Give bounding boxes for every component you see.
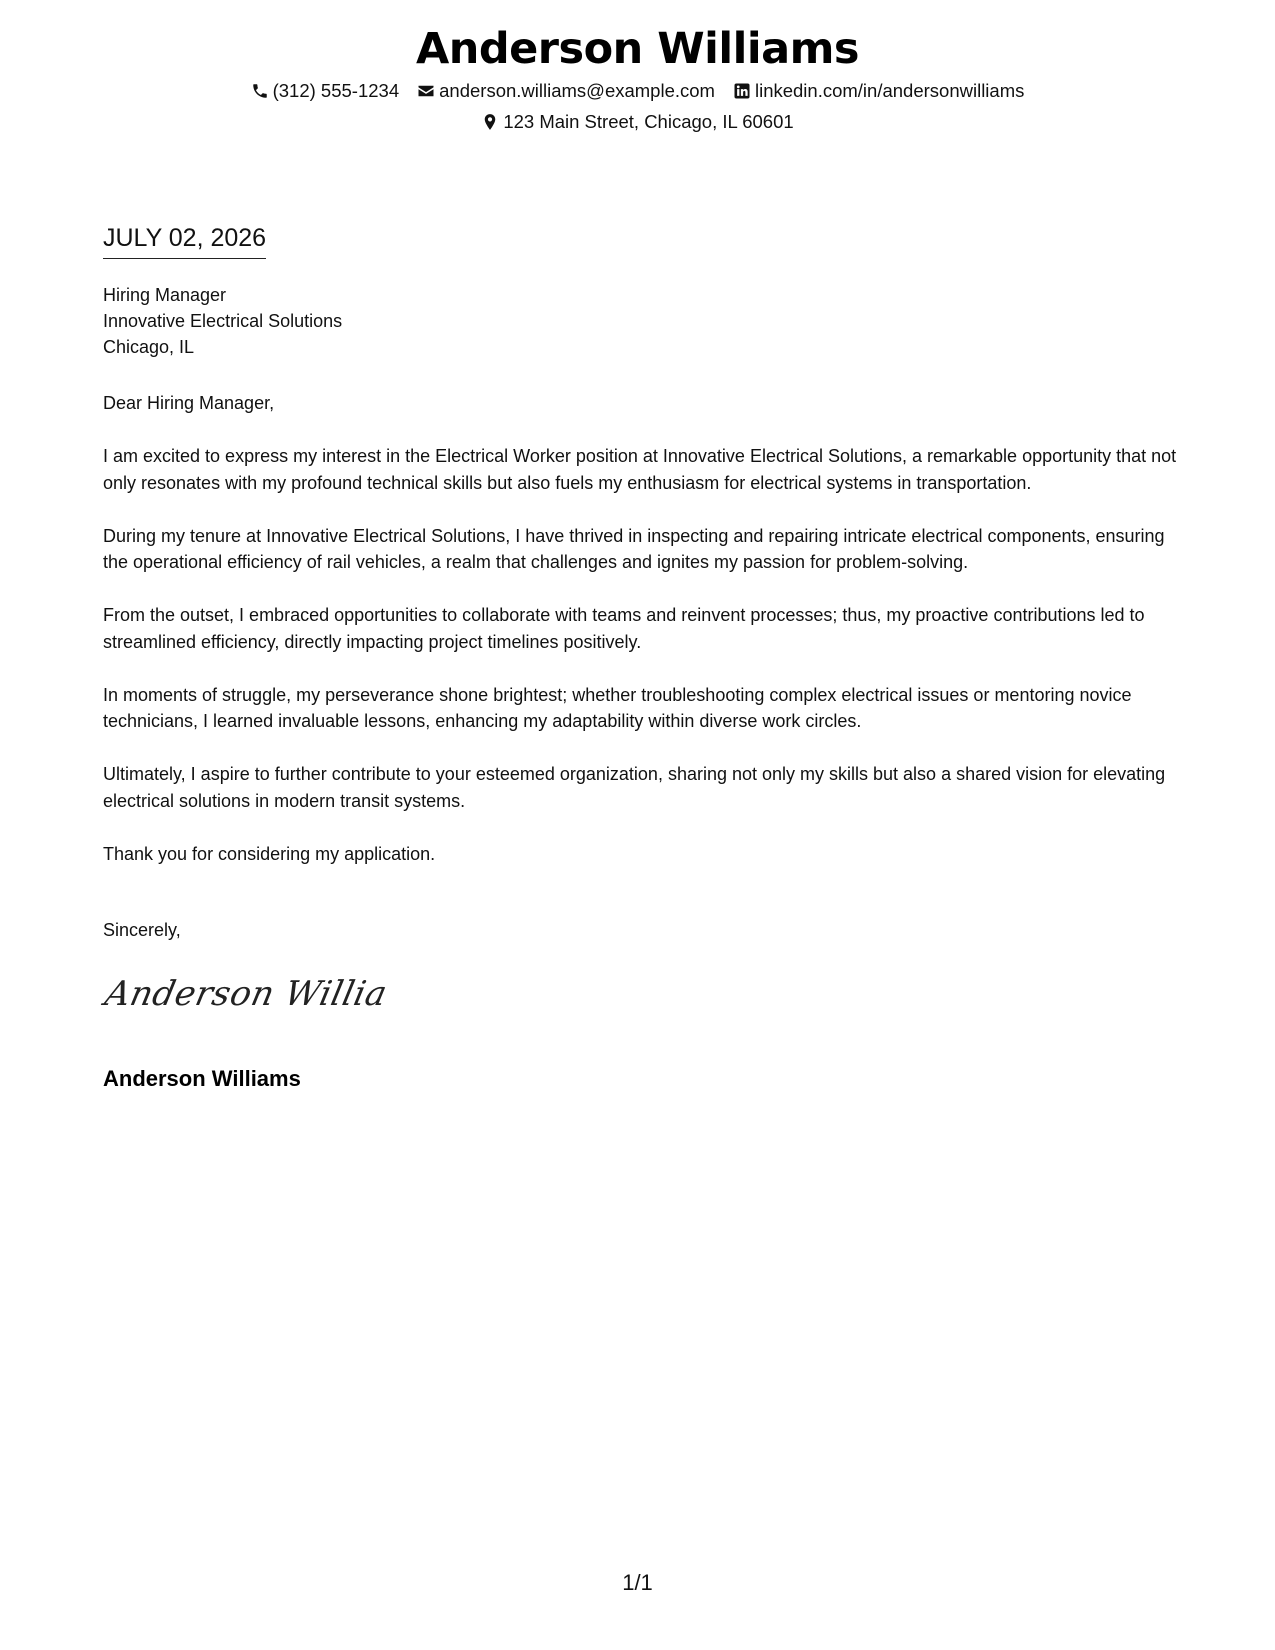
recipient-title: Hiring Manager: [103, 285, 227, 305]
letter-header: [0, 22, 1275, 135]
handwritten-signature: Anderson Willia: [101, 974, 391, 1014]
phone-text: (312) 555-1234: [272, 80, 400, 101]
body-paragraph: Ultimately, I aspire to further contribute to your esteemed organization, sharing not only my skills but also a shared vision for elevating electrical solutions in modern transit systems.: [103, 764, 1166, 811]
contact-address: [481, 109, 793, 135]
body-paragraph: In moments of struggle, my perseverance shone brightest; whether troubleshooting complex electrical issues or mentoring novice technicians, I learned invaluable lessons, enhancing my adaptability within diverse work circles.: [103, 684, 1132, 731]
address-text: 123 Main Street, Chicago, IL 60601: [503, 111, 794, 132]
phone-icon: [251, 82, 269, 100]
recipient-location: Chicago, IL: [103, 337, 195, 357]
letter-date: JULY 02, 2026: [103, 222, 266, 259]
linkedin-icon: [733, 82, 751, 100]
contact-row: [0, 78, 1275, 104]
body-paragraph: Thank you for considering my application.: [103, 843, 436, 864]
address-row: [0, 109, 1275, 135]
body-paragraph: I am excited to express my interest in the Electrical Worker position at Innovative Electrical Solutions, a remarkable opportunity that not only resonates with my profound technical skills but also fuels my enthusiasm for electrical systems in transportation.: [103, 446, 1177, 493]
letter-body: [103, 443, 1178, 894]
page-number: 1/1: [622, 1570, 653, 1595]
recipient-block: [103, 282, 1178, 360]
body-paragraph: From the outset, I embraced opportunities to collaborate with teams and reinvent processes; thus, my proactive contributions led to streamlined efficiency, directly impacting project timelines positively.: [103, 605, 1145, 652]
body-paragraph: During my tenure at Innovative Electrical Solutions, I have thrived in inspecting and repairing intricate electrical components, ensuring the operational efficiency of rail vehicles, a realm that challenges and ignites my passion for problem-solving.: [103, 525, 1165, 572]
map-marker-icon: [481, 113, 499, 131]
contact-email[interactable]: [417, 78, 715, 104]
signed-name: Anderson Williams: [103, 1066, 301, 1091]
contact-linkedin[interactable]: [733, 78, 1024, 104]
recipient-company: Innovative Electrical Solutions: [103, 311, 343, 331]
greeting: Dear Hiring Manager,: [103, 393, 275, 413]
linkedin-text: linkedin.com/in/andersonwilliams: [754, 80, 1025, 101]
envelope-icon: [417, 82, 435, 100]
email-text: anderson.williams@example.com: [439, 80, 715, 101]
contact-phone: [251, 78, 400, 104]
closing: Sincerely,: [103, 920, 181, 940]
applicant-name: Anderson Williams: [415, 24, 860, 74]
